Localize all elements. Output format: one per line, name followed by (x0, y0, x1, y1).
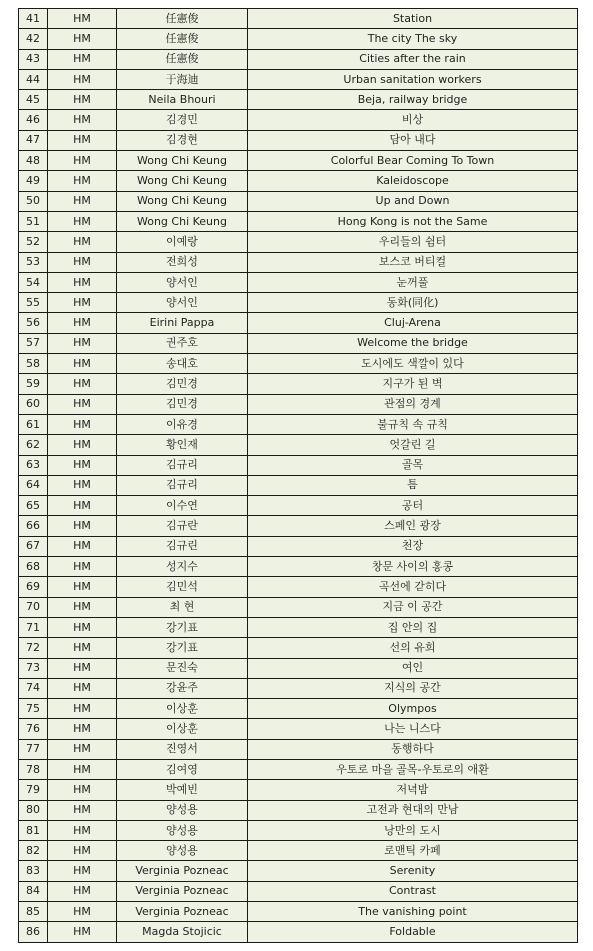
cell-title: 불규칙 속 규칙 (248, 414, 578, 434)
cell-author: 이예랑 (117, 232, 248, 252)
cell-author: Verginia Pozneac (117, 861, 248, 881)
table-row (19, 232, 578, 252)
cell-number: 51 (19, 211, 48, 231)
cell-number: 71 (19, 617, 48, 637)
cell-number: 83 (19, 861, 48, 881)
cell-title: 보스코 버티컬 (248, 252, 578, 272)
cell-number: 46 (19, 110, 48, 130)
table-row (19, 313, 578, 333)
table-row (19, 699, 578, 719)
cell-number: 74 (19, 678, 48, 698)
cell-author: 김규리 (117, 475, 248, 495)
cell-title: Serenity (248, 861, 578, 881)
table-row (19, 354, 578, 374)
cell-title: 엇갈린 길 (248, 435, 578, 455)
cell-category: HM (48, 800, 117, 820)
cell-author: 이유경 (117, 414, 248, 434)
cell-author: 최 현 (117, 597, 248, 617)
cell-title: The city The sky (248, 29, 578, 49)
table-row (19, 414, 578, 434)
cell-number: 57 (19, 333, 48, 353)
cell-category: HM (48, 9, 117, 29)
cell-category: HM (48, 435, 117, 455)
table-row (19, 658, 578, 678)
cell-number: 85 (19, 902, 48, 922)
cell-category: HM (48, 536, 117, 556)
cell-number: 68 (19, 557, 48, 577)
table-row (19, 739, 578, 759)
table-row (19, 475, 578, 495)
cell-number: 62 (19, 435, 48, 455)
cell-number: 70 (19, 597, 48, 617)
table-row (19, 496, 578, 516)
cell-author: 강기표 (117, 617, 248, 637)
cell-category: HM (48, 516, 117, 536)
cell-title: 로맨틱 카페 (248, 841, 578, 861)
cell-number: 73 (19, 658, 48, 678)
cell-category: HM (48, 475, 117, 495)
table-row (19, 780, 578, 800)
cell-number: 80 (19, 800, 48, 820)
cell-title: 선의 유희 (248, 638, 578, 658)
cell-title: Contrast (248, 881, 578, 901)
table-row (19, 49, 578, 69)
cell-category: HM (48, 820, 117, 840)
cell-number: 59 (19, 374, 48, 394)
cell-author: 황인재 (117, 435, 248, 455)
cell-number: 72 (19, 638, 48, 658)
cell-category: HM (48, 29, 117, 49)
table-row (19, 577, 578, 597)
cell-author: 성지수 (117, 557, 248, 577)
table-row (19, 638, 578, 658)
cell-category: HM (48, 313, 117, 333)
cell-author: 양서인 (117, 293, 248, 313)
cell-number: 61 (19, 414, 48, 434)
cell-author: 任憲俊 (117, 29, 248, 49)
cell-author: 任憲俊 (117, 9, 248, 29)
cell-author: 김규란 (117, 516, 248, 536)
table-row (19, 333, 578, 353)
cell-author: 전희성 (117, 252, 248, 272)
table-row (19, 9, 578, 29)
table-row (19, 922, 578, 942)
cell-author: 양성용 (117, 841, 248, 861)
cell-author: Wong Chi Keung (117, 171, 248, 191)
table-row (19, 272, 578, 292)
cell-category: HM (48, 638, 117, 658)
table-row (19, 90, 578, 110)
cell-title: 집 안의 집 (248, 617, 578, 637)
cell-number: 65 (19, 496, 48, 516)
cell-category: HM (48, 577, 117, 597)
cell-category: HM (48, 922, 117, 942)
cell-author: 권주호 (117, 333, 248, 353)
cell-number: 66 (19, 516, 48, 536)
cell-title: Kaleidoscope (248, 171, 578, 191)
cell-category: HM (48, 69, 117, 89)
cell-author: Wong Chi Keung (117, 151, 248, 171)
table-row (19, 678, 578, 698)
table-row (19, 841, 578, 861)
table-row (19, 435, 578, 455)
cell-author: Wong Chi Keung (117, 211, 248, 231)
cell-author: 김민석 (117, 577, 248, 597)
cell-author: Magda Stojicic (117, 922, 248, 942)
cell-category: HM (48, 293, 117, 313)
table-row (19, 759, 578, 779)
cell-title: 천장 (248, 536, 578, 556)
cell-author: 문진숙 (117, 658, 248, 678)
cell-title: Up and Down (248, 191, 578, 211)
cell-number: 58 (19, 354, 48, 374)
cell-author: 김민경 (117, 394, 248, 414)
cell-author: 이상훈 (117, 699, 248, 719)
cell-author: 김경민 (117, 110, 248, 130)
cell-category: HM (48, 496, 117, 516)
cell-category: HM (48, 272, 117, 292)
cell-author: 강기표 (117, 638, 248, 658)
table-row (19, 130, 578, 150)
cell-author: 任憲俊 (117, 49, 248, 69)
cell-category: HM (48, 455, 117, 475)
table-row (19, 151, 578, 171)
cell-number: 84 (19, 881, 48, 901)
cell-title: 담아 내다 (248, 130, 578, 150)
cell-category: HM (48, 881, 117, 901)
cell-title: 지금 이 공간 (248, 597, 578, 617)
cell-author: Eirini Pappa (117, 313, 248, 333)
table-row (19, 861, 578, 881)
table-row (19, 293, 578, 313)
cell-category: HM (48, 902, 117, 922)
cell-number: 78 (19, 759, 48, 779)
cell-author: 于海迪 (117, 69, 248, 89)
cell-category: HM (48, 151, 117, 171)
cell-title: 저녁밤 (248, 780, 578, 800)
table-row (19, 252, 578, 272)
cell-title: Olympos (248, 699, 578, 719)
cell-number: 81 (19, 820, 48, 840)
cell-category: HM (48, 394, 117, 414)
cell-title: Hong Kong is not the Same (248, 211, 578, 231)
cell-number: 75 (19, 699, 48, 719)
cell-number: 55 (19, 293, 48, 313)
table-row (19, 536, 578, 556)
cell-title: Cities after the rain (248, 49, 578, 69)
cell-category: HM (48, 719, 117, 739)
table-body (19, 9, 578, 943)
cell-author: 김민경 (117, 374, 248, 394)
cell-title: 지식의 공간 (248, 678, 578, 698)
table-row (19, 374, 578, 394)
cell-title: 동행하다 (248, 739, 578, 759)
cell-number: 56 (19, 313, 48, 333)
cell-number: 47 (19, 130, 48, 150)
cell-category: HM (48, 841, 117, 861)
cell-author: 송대호 (117, 354, 248, 374)
cell-author: Neila Bhouri (117, 90, 248, 110)
cell-number: 54 (19, 272, 48, 292)
cell-category: HM (48, 861, 117, 881)
award-list-table (18, 8, 578, 943)
cell-author: 양성용 (117, 820, 248, 840)
cell-author: 양서인 (117, 272, 248, 292)
cell-number: 41 (19, 9, 48, 29)
cell-title: 여인 (248, 658, 578, 678)
cell-title: Cluj-Arena (248, 313, 578, 333)
cell-category: HM (48, 678, 117, 698)
table-row (19, 800, 578, 820)
cell-category: HM (48, 110, 117, 130)
cell-category: HM (48, 130, 117, 150)
cell-category: HM (48, 739, 117, 759)
cell-title: 골목 (248, 455, 578, 475)
cell-number: 50 (19, 191, 48, 211)
cell-category: HM (48, 191, 117, 211)
cell-title: Colorful Bear Coming To Town (248, 151, 578, 171)
cell-title: 낭만의 도시 (248, 820, 578, 840)
cell-title: 우리들의 쉼터 (248, 232, 578, 252)
table-row (19, 455, 578, 475)
table-row (19, 617, 578, 637)
cell-title: 지구가 된 벽 (248, 374, 578, 394)
cell-number: 53 (19, 252, 48, 272)
cell-category: HM (48, 374, 117, 394)
cell-title: 동화(同化) (248, 293, 578, 313)
cell-category: HM (48, 252, 117, 272)
cell-number: 64 (19, 475, 48, 495)
cell-author: Verginia Pozneac (117, 881, 248, 901)
cell-number: 77 (19, 739, 48, 759)
table-row (19, 719, 578, 739)
cell-title: 도시에도 색깔이 있다 (248, 354, 578, 374)
cell-number: 82 (19, 841, 48, 861)
cell-category: HM (48, 617, 117, 637)
cell-title: 틈 (248, 475, 578, 495)
cell-author: Verginia Pozneac (117, 902, 248, 922)
table-row (19, 29, 578, 49)
cell-category: HM (48, 759, 117, 779)
cell-title: 스페인 광장 (248, 516, 578, 536)
cell-category: HM (48, 211, 117, 231)
cell-title: 창문 사이의 홍콩 (248, 557, 578, 577)
table-row (19, 902, 578, 922)
cell-author: 박예빈 (117, 780, 248, 800)
cell-author: 김규린 (117, 536, 248, 556)
cell-title: 고전과 현대의 만남 (248, 800, 578, 820)
cell-category: HM (48, 333, 117, 353)
cell-title: Foldable (248, 922, 578, 942)
cell-number: 44 (19, 69, 48, 89)
table-row (19, 171, 578, 191)
cell-title: 공터 (248, 496, 578, 516)
cell-title: 관점의 경계 (248, 394, 578, 414)
cell-title: The vanishing point (248, 902, 578, 922)
cell-author: 이상훈 (117, 719, 248, 739)
cell-number: 76 (19, 719, 48, 739)
cell-title: Station (248, 9, 578, 29)
cell-category: HM (48, 658, 117, 678)
cell-number: 52 (19, 232, 48, 252)
cell-number: 86 (19, 922, 48, 942)
cell-author: 진영서 (117, 739, 248, 759)
cell-number: 69 (19, 577, 48, 597)
cell-title: Beja, railway bridge (248, 90, 578, 110)
cell-number: 43 (19, 49, 48, 69)
cell-number: 67 (19, 536, 48, 556)
table-row (19, 211, 578, 231)
cell-author: 강윤주 (117, 678, 248, 698)
table-row (19, 516, 578, 536)
cell-number: 79 (19, 780, 48, 800)
table-row (19, 394, 578, 414)
cell-number: 48 (19, 151, 48, 171)
cell-number: 49 (19, 171, 48, 191)
cell-category: HM (48, 49, 117, 69)
cell-title: 나는 니스다 (248, 719, 578, 739)
cell-title: 우토로 마을 골목-우토로의 애환 (248, 759, 578, 779)
cell-author: 양성용 (117, 800, 248, 820)
cell-title: 비상 (248, 110, 578, 130)
cell-author: 김경현 (117, 130, 248, 150)
cell-author: 김여영 (117, 759, 248, 779)
cell-title: 곡선에 갇히다 (248, 577, 578, 597)
cell-number: 60 (19, 394, 48, 414)
cell-author: Wong Chi Keung (117, 191, 248, 211)
table-row (19, 881, 578, 901)
cell-category: HM (48, 354, 117, 374)
cell-category: HM (48, 232, 117, 252)
cell-author: 김규리 (117, 455, 248, 475)
table-row (19, 597, 578, 617)
table-row (19, 820, 578, 840)
cell-number: 63 (19, 455, 48, 475)
table-row (19, 557, 578, 577)
cell-category: HM (48, 780, 117, 800)
cell-title: Urban sanitation workers (248, 69, 578, 89)
cell-category: HM (48, 597, 117, 617)
cell-category: HM (48, 699, 117, 719)
cell-category: HM (48, 557, 117, 577)
table-row (19, 110, 578, 130)
cell-title: Welcome the bridge (248, 333, 578, 353)
cell-number: 42 (19, 29, 48, 49)
table-row (19, 191, 578, 211)
table-row (19, 69, 578, 89)
cell-category: HM (48, 90, 117, 110)
cell-category: HM (48, 171, 117, 191)
cell-author: 이수연 (117, 496, 248, 516)
cell-number: 45 (19, 90, 48, 110)
cell-title: 눈꺼풀 (248, 272, 578, 292)
cell-category: HM (48, 414, 117, 434)
